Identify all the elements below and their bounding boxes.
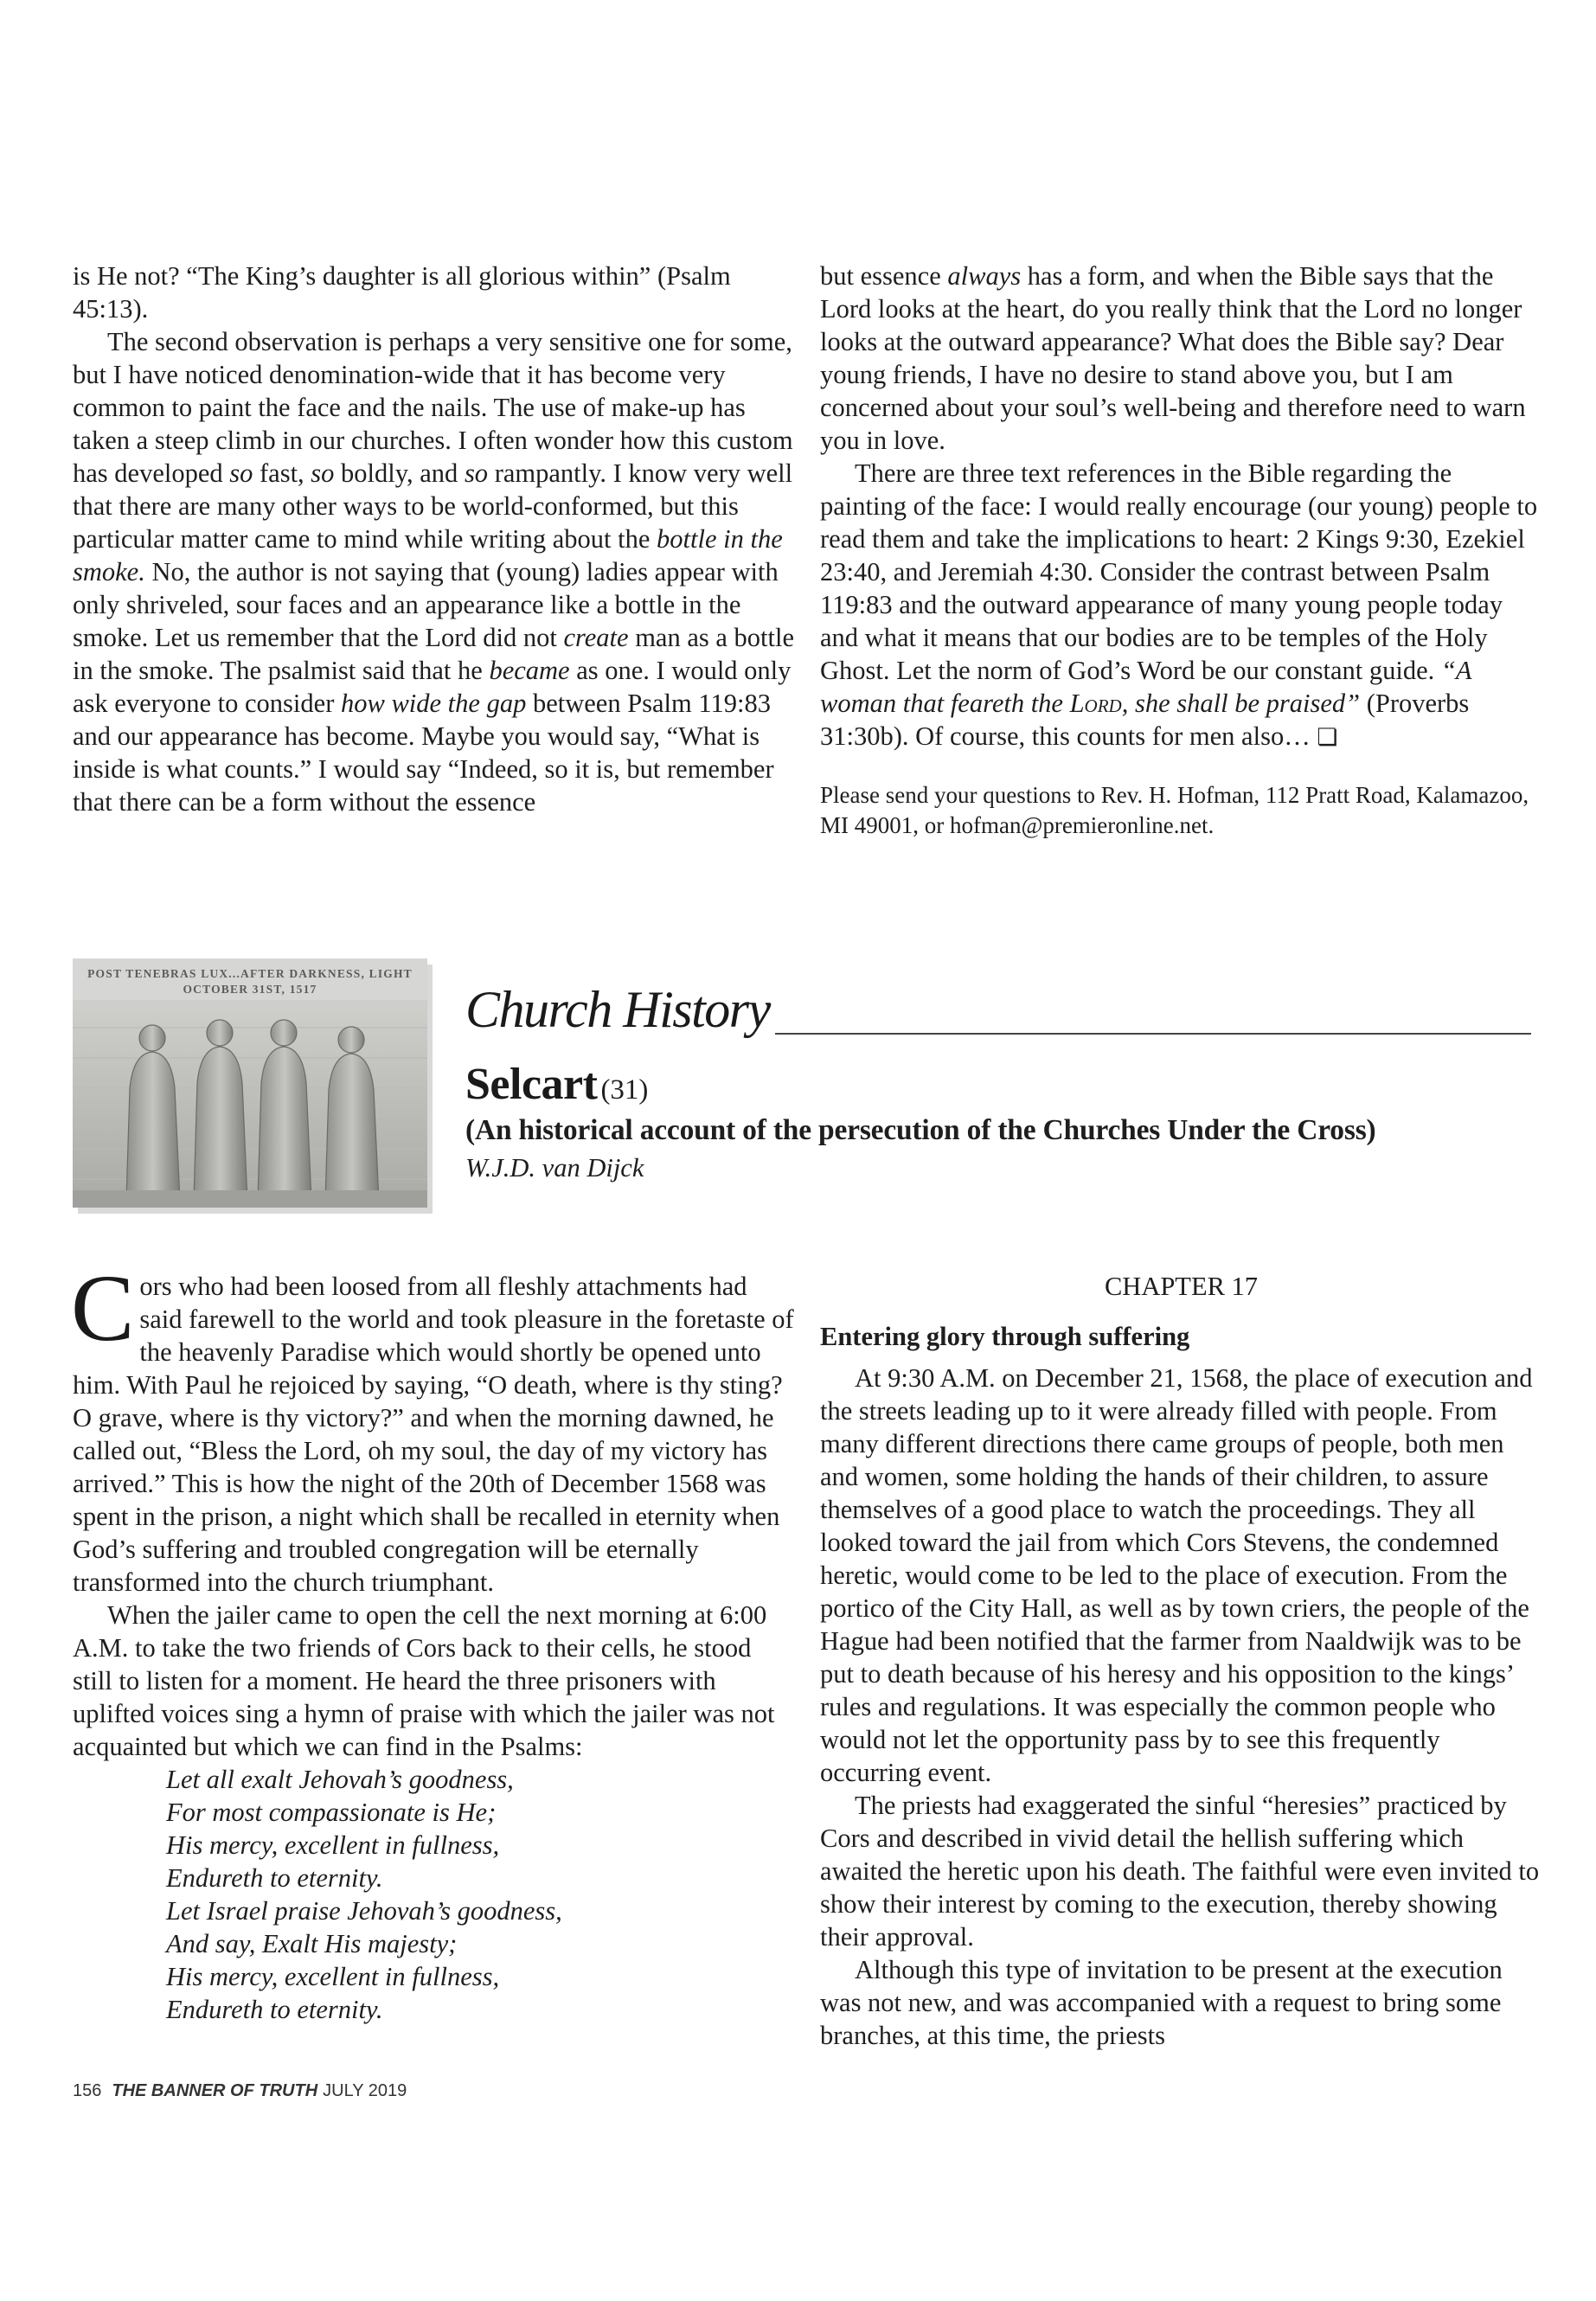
article-paragraph <box>73 260 795 325</box>
text-segment: “A woman that feareth the <box>820 656 1471 718</box>
reformation-wall-image <box>73 958 427 1208</box>
text-segment: man as a bottle in the smoke. The psalmist said that he <box>73 623 794 685</box>
drop-cap: C <box>71 1255 135 1361</box>
text-segment: between Psalm 119:83 and our appearance has become. Maybe you would say, “What is inside is what counts.” I would say “Indeed, so it is, but remember that there can be a form without the essence <box>73 689 774 817</box>
poem-line: Endureth to eternity. <box>166 1863 383 1893</box>
text-segment: has a form, and when the Bible says that the Lord looks at the heart, do you really think that the Lord no longer looks at the outward appearance? What does the Bible say? Dear young friends, I have no desire to stand above you, but I am concerned about your soul’s well-being and therefore need to warn you in love. <box>820 261 1526 455</box>
article-part-number: (31) <box>600 1074 649 1106</box>
article-author: W.J.D. van Dijck <box>465 1153 644 1183</box>
text-segment: became <box>489 656 570 685</box>
chapter-subheading: Entering glory through suffering <box>820 1322 1190 1351</box>
text-segment: always <box>947 261 1022 291</box>
end-of-article-mark: ❏ <box>1317 724 1338 751</box>
text-segment: The second observation is perhaps a very sensitive one for some, but I have noticed denomination-wide that it has become very common to paint the face and the nails. The use of make-up has taken a steep climb in our churches. I often wonder how this custom has developed <box>73 327 793 488</box>
article-paragraph-text: ors who had been loosed from all fleshly attachments had said farewell to the world and took pleasure in the foretaste of the heavenly Paradise which would shortly be opened unto him. With Paul he rejoiced by saying, “O death, where is thy sting? O grave, where is thy victory?” and when the morning dawned, he called out, “Bless the Lord, oh my soul, the day of my victory has arrived.” This is how the night of the 20th of December 1568 was spent in the prison, a night which shall be recalled in eternity when God’s suffering and troubled congregation will be eternally transformed into the church triumphant. <box>73 1272 794 1597</box>
poem-line: For most compassionate is He; <box>166 1798 497 1827</box>
poem-line: His mercy, excellent in fullness, <box>166 1962 500 1991</box>
text-segment: create <box>563 623 629 652</box>
article-paragraph <box>73 325 795 818</box>
article-paragraph <box>71 1255 795 1599</box>
image-caption-line1: POST TENEBRAS LUX...AFTER DARKNESS, LIGHT <box>87 967 413 980</box>
psalm-verse <box>73 1763 795 2026</box>
text-segment: but essence <box>820 261 948 291</box>
title-rule <box>775 1033 1531 1035</box>
article-paragraph <box>820 260 1542 457</box>
text-segment: , she shall be praised” <box>1121 689 1361 718</box>
text-segment: Lord <box>1069 689 1122 718</box>
text-segment: how wide the gap <box>340 689 527 718</box>
text-segment: so <box>229 458 253 488</box>
text-segment: fast, <box>253 458 311 488</box>
text-segment: as one. I would only ask everyone to consider <box>73 656 792 718</box>
article-paragraph: At 9:30 A.M. on December 21, 1568, the place of execution and the streets leading up to it were already filled with people. From many different directions there came groups of people, both men and women, some holding the hands of their children, to assure themselves of a good place to watch the proceedings. They all looked toward the jail from which Cors Stevens, the condemned heretic, would come to be led to the place of execution. From the portico of the City Hall, as well as by town criers, the people of the Hague had been notified that the farmer from Naaldwijk was to be put to death because of his heresy and his opposition to the kings’ rules and regulations. It was especially the common people who would not let the opportunity pass by to see this frequently occurring event. <box>820 1363 1533 1787</box>
text-segment: boldly, and <box>334 458 465 488</box>
text-segment: rampantly. I know very well that there are many other ways to be world-conformed, but this particular matter came to mind while writing about the <box>73 458 793 554</box>
article-paragraph: Although this type of invitation to be present at the execution was not new, and was accompanied with a request to bring some branches, at this time, the priests <box>820 1955 1503 2050</box>
text-segment: is He not? “The King’s daughter is all glorious within” (Psalm 45:13). <box>73 261 731 324</box>
poem-line: His mercy, excellent in fullness, <box>166 1830 500 1860</box>
section-header <box>465 971 1531 1185</box>
image-caption-line2: OCTOBER 31ST, 1517 <box>183 983 317 996</box>
text-segment: bottle in the smoke. <box>73 524 783 586</box>
article-right-column <box>820 1270 1542 2052</box>
section-title: Church History <box>465 981 770 1038</box>
prev-article-right-column <box>820 260 1542 841</box>
poem-line: Endureth to eternity. <box>166 1995 383 2024</box>
article-subtitle: (An historical account of the persecution of the Churches Under the Cross) <box>465 1114 1376 1146</box>
text-segment: so <box>464 458 489 488</box>
article-paragraph: The priests had exaggerated the sinful “heresies” practiced by Cors and described in vivid detail the hellish suffering which awaited the heretic upon his death. The faithful were even invited to show their interest by coming to the execution, thereby showing their approval. <box>820 1791 1540 1952</box>
text-segment: so <box>311 458 335 488</box>
magazine-name: THE BANNER OF TRUTH <box>112 2081 318 2100</box>
article-left-column <box>71 1255 795 2026</box>
article-paragraph: When the jailer came to open the cell the next morning at 6:00 A.M. to take the two friends of Cors back to their cells, he stood still to listen for a moment. He heard the three prisoners with uplifted voices sing a hymn of praise with which the jailer was not acquainted but which we can find in the Psalms: <box>73 1600 775 1761</box>
poem-line: Let all exalt Jehovah’s goodness, <box>166 1765 514 1794</box>
prev-article-left-column <box>73 260 795 818</box>
page-footer <box>73 2081 407 2101</box>
issue-date: JULY 2019 <box>323 2081 407 2100</box>
text-segment: (Proverbs 31:30b). Of course, this counts for men also… <box>820 689 1470 751</box>
poem-line: And say, Exalt His majesty; <box>166 1929 458 1958</box>
article-title: Selcart <box>465 1060 598 1109</box>
text-segment: No, the author is not saying that (young) ladies appear with only shriveled, sour faces and an appearance like a bottle in the smoke. Let us remember that the Lord did not <box>73 557 779 652</box>
text-segment: There are three text references in the Bible regarding the painting of the face: I would really encourage (our young) people to read them and take the implications to heart: 2 Kings 9:30, Ezekiel 23:40, and Jeremiah 4:30. Consider the contrast between Psalm 119:83 and the outward appearance of many young people today and what it means that our bodies are to be temples of the Holy Ghost. Let the norm of God’s Word be our constant guide. <box>820 458 1538 685</box>
chapter-heading: CHAPTER 17 <box>1104 1272 1259 1301</box>
article-paragraph <box>820 457 1542 754</box>
contact-info: Please send your questions to Rev. H. Hofman, 112 Pratt Road, Kalamazoo, MI 49001, or hofman@premieronline.net. <box>820 782 1529 838</box>
page-number: 156 <box>73 2081 102 2100</box>
poem-line: Let Israel praise Jehovah’s goodness, <box>166 1896 562 1926</box>
